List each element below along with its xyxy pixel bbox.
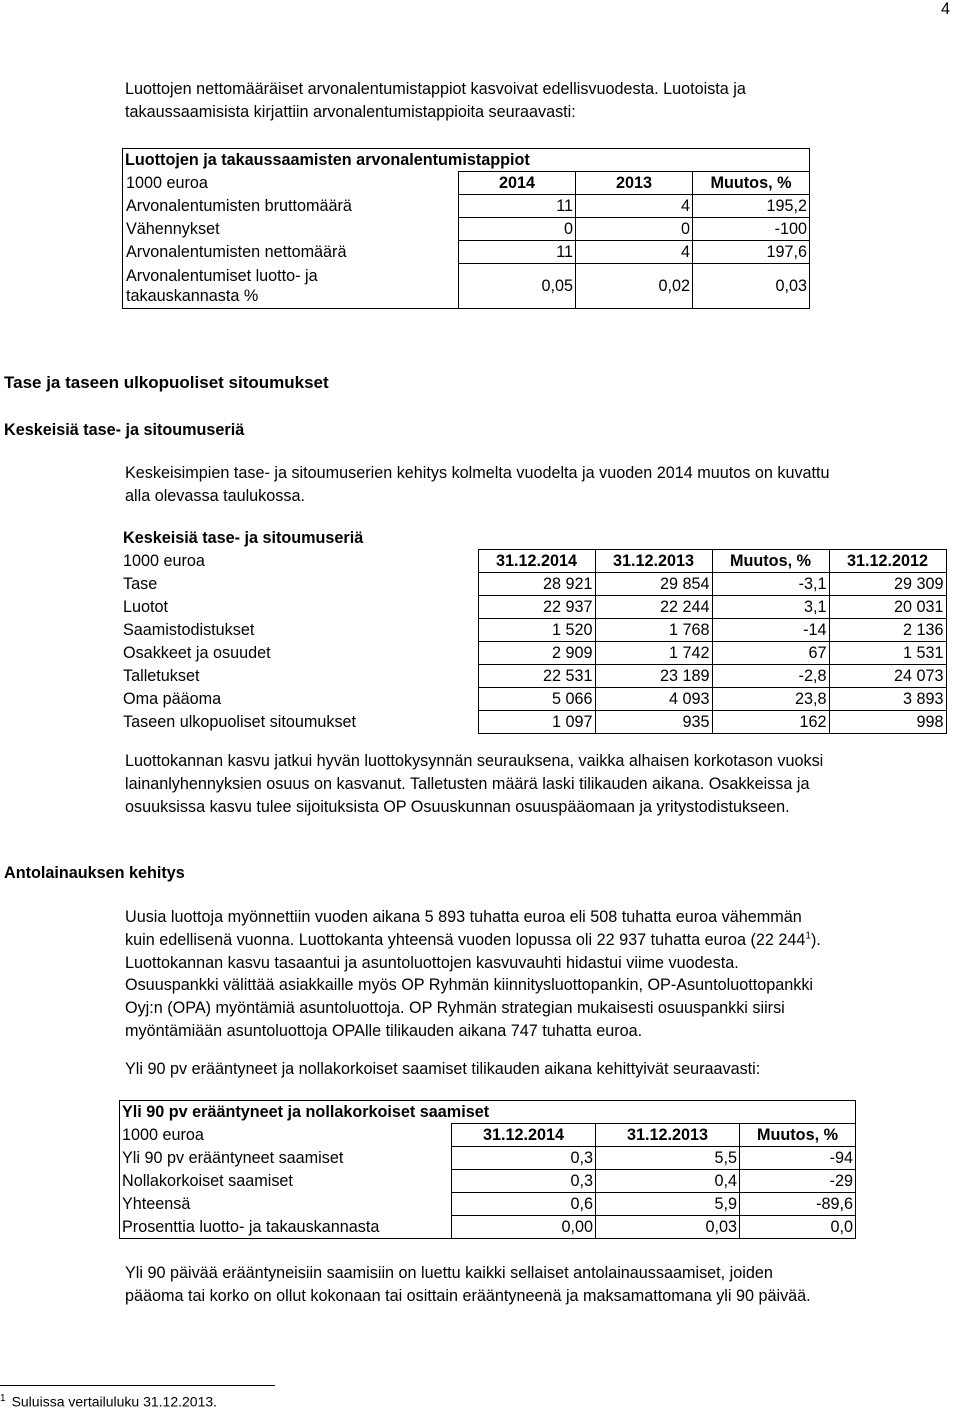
row-label: Talletukset <box>123 667 200 685</box>
lending-line-1: Uusia luottoja myönnettiin vuoden aikana 5 893 tuhatta euroa eli 508 tuhatta euroa vähemmän <box>125 908 802 926</box>
table2-header-2012: 31.12.2012 <box>829 550 946 573</box>
table3-header-2013: 31.12.2013 <box>596 1124 740 1147</box>
table3-title: Yli 90 pv erääntyneet ja nollakorkoiset saamiset <box>120 1101 856 1124</box>
table-row <box>121 573 946 596</box>
overdue-receivables-table <box>119 1100 856 1239</box>
page-number: 4 <box>940 0 950 18</box>
intro-line-2: takaussaamisista kirjattiin arvonalentumistappioita seuraavasti: <box>125 102 576 121</box>
cell: 3,1 <box>712 596 829 619</box>
row-label: Oma pääoma <box>123 690 222 708</box>
row-label: Nollakorkoiset saamiset <box>120 1170 452 1193</box>
cell: -100 <box>693 218 810 241</box>
cell: 162 <box>712 711 829 734</box>
cell: 935 <box>595 711 712 734</box>
row-label-line-2: takauskannasta % <box>126 286 259 305</box>
row-label: Yhteensä <box>120 1193 452 1216</box>
cell: 197,6 <box>693 241 810 264</box>
table2-header-2013: 31.12.2013 <box>595 550 712 573</box>
table3-header-2014: 31.12.2014 <box>452 1124 596 1147</box>
cell: -2,8 <box>712 665 829 688</box>
cell: 4 <box>576 195 693 218</box>
row-label: Prosenttia luotto- ja takauskannasta <box>120 1216 452 1239</box>
table2-title: Keskeisiä tase- ja sitoumuseriä <box>123 529 364 547</box>
cell: 4 093 <box>595 688 712 711</box>
row-label: Saamistodistukset <box>123 621 255 639</box>
cell: 0,3 <box>452 1170 596 1193</box>
table1-header-2013: 2013 <box>576 172 693 195</box>
table1-header-2014: 2014 <box>459 172 576 195</box>
table-row <box>121 688 946 711</box>
cell: 1 742 <box>595 642 712 665</box>
cell: 22 937 <box>478 596 595 619</box>
row-label: Yli 90 pv erääntyneet saamiset <box>120 1147 452 1170</box>
subheading-key-items: Keskeisiä tase- ja sitoumuseriä <box>4 421 245 439</box>
loan-growth-paragraph <box>125 750 955 818</box>
table-row <box>121 642 946 665</box>
row-label: Osakkeet ja osuudet <box>123 644 271 662</box>
cell: -94 <box>740 1147 856 1170</box>
cell: 0,6 <box>452 1193 596 1216</box>
table-row <box>120 1170 856 1193</box>
table-row <box>120 1193 856 1216</box>
table3-header-change: Muutos, % <box>740 1124 856 1147</box>
cell: 3 893 <box>829 688 946 711</box>
cell: 29 309 <box>829 573 946 596</box>
table1-unit: 1000 euroa <box>123 172 459 195</box>
table-row <box>120 1147 856 1170</box>
overdue-definition-line-1: Yli 90 päivää erääntyneisiin saamisiin on luettu kaikki sellaiset antolainaussaamiset, joiden <box>125 1264 773 1282</box>
section-heading-lending: Antolainauksen kehitys <box>4 864 185 882</box>
lending-line-2: kuin edellisenä vuonna. Luottokanta yhteensä vuoden lopussa oli 22 937 tuhatta euroa (22 244 <box>125 930 806 949</box>
cell: 1 520 <box>478 619 595 642</box>
lending-line-3: Luottokannan kasvu tasaantui ja asuntoluottojen kasvuvauhti hidastui viime vuodesta. <box>125 953 739 972</box>
row-label: Taseen ulkopuoliset sitoumukset <box>123 713 357 731</box>
cell: 0,02 <box>576 264 693 309</box>
loan-growth-line-2: lainanlyhennyksien osuus on kasvanut. Talletusten määrä laski tilikauden aikana. Osakkeissa ja <box>125 774 810 793</box>
cell: 29 854 <box>595 573 712 596</box>
cell: 0,00 <box>452 1216 596 1239</box>
cell: 28 921 <box>478 573 595 596</box>
table-row <box>121 596 946 619</box>
row-label: Arvonalentumisten bruttomäärä <box>123 195 459 218</box>
table-row <box>120 1216 856 1239</box>
row-label: Luotot <box>123 598 169 616</box>
cell: 4 <box>576 241 693 264</box>
row-label: Arvonalentumisten nettomäärä <box>123 241 459 264</box>
cell: 67 <box>712 642 829 665</box>
loan-growth-line-1: Luottokannan kasvu jatkui hyvän luottokysynnän seurauksena, vaikka alhaisen korkotason vuoksi <box>125 752 824 770</box>
table-row <box>123 264 810 309</box>
cell: 5 066 <box>478 688 595 711</box>
balance-intro-line-1: Keskeisimpien tase- ja sitoumuserien kehitys kolmelta vuodelta ja vuoden 2014 muutos on kuvattu <box>125 464 830 482</box>
intro-paragraph <box>125 78 955 124</box>
cell: 11 <box>459 195 576 218</box>
lending-line-2-end: ). <box>810 930 821 949</box>
table1-header-change: Muutos, % <box>693 172 810 195</box>
table-row <box>121 619 946 642</box>
table2-header-change: Muutos, % <box>712 550 829 573</box>
table1-title: Luottojen ja takaussaamisten arvonalentumistappiot <box>123 149 810 172</box>
table-row <box>123 241 810 264</box>
lending-line-6: myöntämiään asuntoluottoja OPAlle tilikauden aikana 747 tuhatta euroa. <box>125 1021 643 1040</box>
cell: 5,9 <box>596 1193 740 1216</box>
cell: 11 <box>459 241 576 264</box>
loan-growth-line-3: osuuksissa kasvu tulee sijoituksista OP Osuuskunnan osuuspääomaan ja yritystodistukseen. <box>125 797 790 816</box>
row-label <box>123 264 459 309</box>
balance-intro-paragraph <box>125 462 955 508</box>
overdue-definition-line-2: pääoma tai korko on ollut kokonaan tai osittain erääntyneenä ja maksamattomana yli 90 päivää. <box>125 1286 811 1305</box>
cell: 195,2 <box>693 195 810 218</box>
overdue-intro-paragraph: Yli 90 pv erääntyneet ja nollakorkoiset saamiset tilikauden aikana kehittyivät seuraavasti: <box>125 1060 761 1078</box>
cell: 1 768 <box>595 619 712 642</box>
cell: 22 531 <box>478 665 595 688</box>
cell: 20 031 <box>829 596 946 619</box>
cell: -29 <box>740 1170 856 1193</box>
cell: 24 073 <box>829 665 946 688</box>
cell: 5,5 <box>596 1147 740 1170</box>
cell: 22 244 <box>595 596 712 619</box>
table-row <box>121 665 946 688</box>
row-label: Vähennykset <box>123 218 459 241</box>
intro-line-1: Luottojen nettomääräiset arvonalentumistappiot kasvoivat edellisvuodesta. Luotoista ja <box>125 80 746 98</box>
footnote-mark: 1 <box>0 1393 6 1404</box>
cell: -14 <box>712 619 829 642</box>
footnote-reference: 1 <box>805 930 811 942</box>
row-label: Tase <box>123 575 158 593</box>
row-label-line-1: Arvonalentumiset luotto- ja <box>126 266 318 285</box>
cell: 998 <box>829 711 946 734</box>
cell: 1 531 <box>829 642 946 665</box>
table2-unit: 1000 euroa <box>123 552 205 570</box>
table2-header-2014: 31.12.2014 <box>478 550 595 573</box>
cell: -3,1 <box>712 573 829 596</box>
table-row <box>123 195 810 218</box>
cell: 23,8 <box>712 688 829 711</box>
cell: 0 <box>459 218 576 241</box>
table-row <box>123 218 810 241</box>
footnote <box>0 1393 217 1410</box>
cell: 0,4 <box>596 1170 740 1193</box>
section-heading-balance: Tase ja taseen ulkopuoliset sitoumukset <box>4 373 329 392</box>
table3-unit: 1000 euroa <box>120 1124 452 1147</box>
footnote-divider <box>0 1385 275 1386</box>
cell: 0,03 <box>596 1216 740 1239</box>
overdue-definition-paragraph <box>125 1262 955 1308</box>
cell: -89,6 <box>740 1193 856 1216</box>
cell: 23 189 <box>595 665 712 688</box>
cell: 0,3 <box>452 1147 596 1170</box>
cell: 0,03 <box>693 264 810 309</box>
lending-paragraph <box>125 906 955 1043</box>
cell: 2 909 <box>478 642 595 665</box>
lending-line-5: Oyj:n (OPA) myöntämiä asuntoluottoja. OP Ryhmän strategian mukaisesti osuuspankki siirsi <box>125 999 785 1018</box>
cell: 0,05 <box>459 264 576 309</box>
cell: 1 097 <box>478 711 595 734</box>
lending-line-4: Osuuspankki välittää asiakkaille myös OP Ryhmän kiinnitysluottopankin, OP-Asuntoluottopankki <box>125 976 814 995</box>
footnote-text: Suluissa vertailuluku 31.12.2013. <box>11 1393 218 1410</box>
table-row <box>121 711 946 734</box>
cell: 2 136 <box>829 619 946 642</box>
cell: 0 <box>576 218 693 241</box>
impairment-losses-table <box>122 148 810 309</box>
cell: 0,0 <box>740 1216 856 1239</box>
balance-intro-line-2: alla olevassa taulukossa. <box>125 486 305 505</box>
key-balance-items-table <box>121 527 947 734</box>
